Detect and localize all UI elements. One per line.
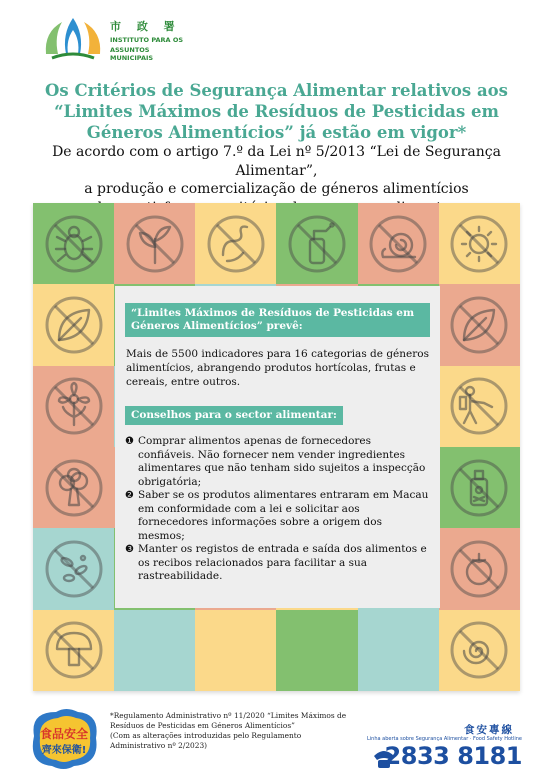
grid-tile (439, 610, 520, 691)
hotline-number: 2833 8181 (384, 742, 522, 770)
iam-logo (40, 14, 190, 62)
advice-heading: Conselhos para o sector alimentar: (125, 406, 343, 425)
grid-tile (358, 203, 439, 284)
advice-list (125, 435, 430, 584)
leaf-icon (446, 292, 512, 358)
grid-tile (195, 203, 276, 284)
tomato-icon (446, 536, 512, 602)
leaf-icon (41, 292, 107, 358)
title-line-2: “Limites Máximos de Resíduos de Pesticidas em (54, 102, 499, 121)
advice-number: ❶ (125, 436, 134, 447)
logo-chinese-name: 市 政 署 (110, 20, 181, 33)
grid-tile (276, 610, 357, 691)
broccoli-icon (41, 455, 107, 521)
food-safety-hotline (366, 722, 522, 774)
grid-tile (33, 203, 114, 284)
advice-number: ❸ (125, 544, 134, 555)
grid-tile (195, 610, 276, 691)
hotline-subtitle: Linha aberta sobre Segurança Alimentar · Food Safety Hotline (366, 736, 522, 742)
advice-text: Manter os registos de entrada e saída dos alimentos e os recibos relacionados para facilitar a sua rastreabilidade. (138, 543, 427, 582)
bacteria-icon (41, 536, 107, 602)
footnote-line-4: Administrativo nº 2/2023) (110, 741, 208, 750)
limits-paragraph: Mais de 5500 indicadores para 16 categorias de géneros alimentícios, abrangendo produtos hortícolas, frutas e cereais, entre outros. (126, 348, 429, 388)
badge-text-2: 齊來保衛! (41, 745, 87, 756)
info-panel (115, 286, 440, 608)
snail-icon (365, 211, 431, 277)
grid-tile (33, 284, 114, 365)
footnote-line-2: Resíduos de Pesticidas em Géneros Alimentícios” (110, 721, 295, 730)
flower-icon (41, 373, 107, 439)
advice-item (125, 543, 430, 584)
advice-text: Saber se os produtos alimentares entraram em Macau em conformidade com a lei e solicitar aos fornecedores informações sobre a origem dos mesmos; (138, 489, 429, 542)
grid-tile (114, 203, 195, 284)
logo-portuguese-name-line2: ASSUNTOS MUNICIPAIS (110, 46, 154, 62)
food-safety-badge-icon (26, 706, 102, 772)
grid-tile (114, 610, 195, 691)
grid-tile (33, 528, 114, 609)
hotline-chinese-label: 食安專線 (464, 724, 514, 736)
iam-emblem-icon (40, 14, 106, 62)
advice-text: Comprar alimentos apenas de fornecedores confiáveis. Não fornecer nem vender ingredientes alimentares que não tenham sido sujeitos a inspecção obrigatória; (138, 435, 426, 488)
title-line-3: Géneros Alimentícios” já estão em vigor* (86, 123, 467, 142)
grid-tile (439, 447, 520, 528)
grid-tile (439, 528, 520, 609)
footnote-line-1: *Regulamento Administrativo nº 11/2020 “Limites Máximos de (110, 711, 347, 720)
title-line-1: Os Critérios de Segurança Alimentar relativos aos (45, 81, 508, 100)
intro-line-1: De acordo com o artigo 7.º da Lei nº 5/2013 “Lei de Segurança Alimentar”, (52, 144, 501, 179)
footnote-line-3: (Com as alterações introduzidas pelo Regulamento (110, 731, 302, 740)
regulation-footnote (110, 711, 360, 751)
spray-icon (284, 211, 350, 277)
bug-icon (41, 211, 107, 277)
advice-item (125, 489, 430, 543)
grid-tile (33, 447, 114, 528)
intro-line-2: a produção e comercialização de géneros alimentícios (84, 181, 469, 197)
sprayer-person-icon (446, 373, 512, 439)
mushroom-icon (41, 617, 107, 683)
plant-icon (122, 211, 188, 277)
spiral-icon (446, 617, 512, 683)
grid-tile (439, 366, 520, 447)
page-title (20, 80, 533, 143)
grid-tile (439, 284, 520, 365)
grid-tile (358, 610, 439, 691)
worm-icon (203, 211, 269, 277)
limits-heading: “Limites Máximos de Resíduos de Pesticidas em Géneros Alimentícios” prevê: (125, 303, 430, 337)
badge-text-1: 食品安全 (39, 727, 89, 741)
grid-tile (276, 203, 357, 284)
advice-number: ❷ (125, 490, 134, 501)
grid-tile (439, 203, 520, 284)
advice-item (125, 435, 430, 489)
grid-tile (33, 366, 114, 447)
food-safety-badge (26, 706, 102, 772)
grid-tile (33, 610, 114, 691)
virus-icon (446, 211, 512, 277)
logo-portuguese-name-line1: INSTITUTO PARA OS (110, 36, 184, 44)
poison-bottle-icon (446, 455, 512, 521)
